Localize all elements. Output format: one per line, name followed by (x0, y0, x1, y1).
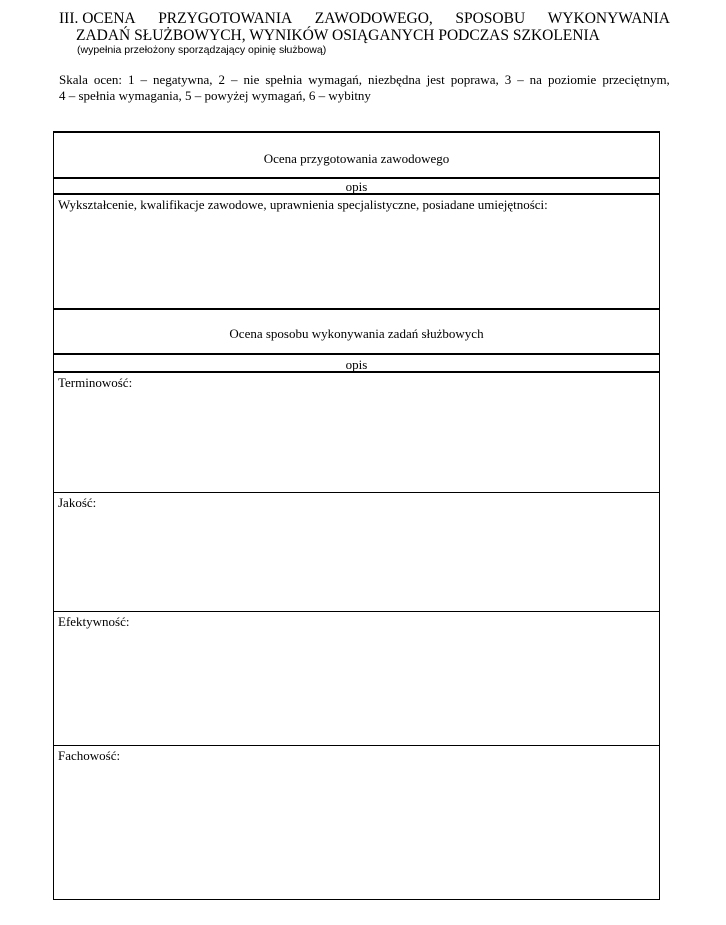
divider (54, 492, 659, 493)
field-timeliness[interactable] (54, 374, 659, 491)
title-word: SPOSOBU (455, 10, 526, 27)
performance-header: Ocena sposobu wykonywania zadań służbowych (229, 326, 484, 341)
scale-word: wymagań, (308, 72, 362, 87)
divider (54, 745, 659, 746)
assessment-form (53, 131, 660, 900)
scale-word: 3 (504, 72, 512, 87)
title-word: ZAWODOWEGO, (314, 10, 433, 27)
scale-word: spełnia (265, 72, 303, 87)
scale-word: 2 (218, 72, 226, 87)
field-expertise[interactable] (54, 747, 659, 897)
field-label: Terminowość: (58, 375, 133, 390)
scale-word: jest (426, 72, 445, 87)
section-note: (wypełnia przełożony sporządzający opinię służbową) (77, 44, 327, 56)
title-word: PRZYGOTOWANIA (158, 10, 293, 27)
field-label: Fachowość: (58, 748, 121, 763)
rating-scale (59, 72, 670, 104)
scale-word: nie (243, 72, 260, 87)
preparation-header: Ocena przygotowania zawodowego (263, 151, 450, 166)
divider (54, 193, 659, 195)
field-label: Jakość: (58, 495, 97, 510)
scale-word: – (140, 72, 147, 87)
rating-scale-line1 (59, 72, 670, 88)
rating-scale-line2: 4 – spełnia wymagania, 5 – powyżej wymagań, 6 – wybitny (59, 88, 371, 103)
title-word: WYKONYWANIA (547, 10, 670, 27)
scale-word: – (517, 72, 524, 87)
scale-word: poziomie (547, 72, 597, 87)
scale-word: ocen: (93, 72, 123, 87)
field-efficiency[interactable] (54, 613, 659, 745)
divider (54, 371, 659, 373)
scale-word: Skala (59, 72, 88, 87)
section-title-line1 (59, 10, 670, 27)
divider (54, 308, 659, 310)
section-title-line2: ZADAŃ SŁUŻBOWYCH, WYNIKÓW OSIĄGANYCH PODCZAS SZKOLENIA (76, 27, 600, 44)
field-qualifications[interactable] (54, 196, 659, 308)
preparation-subheader: opis (345, 179, 368, 194)
scale-word: – (231, 72, 238, 87)
scale-word: niezbędna (367, 72, 421, 87)
scale-word: negatywna, (152, 72, 213, 87)
scale-word: przeciętnym, (602, 72, 670, 87)
field-label: Efektywność: (58, 614, 130, 629)
performance-subheader: opis (345, 357, 368, 372)
divider (54, 611, 659, 612)
divider (54, 353, 659, 355)
section-heading (59, 10, 670, 44)
field-quality[interactable] (54, 494, 659, 611)
title-word: III. OCENA (59, 10, 136, 27)
scale-word: poprawa, (450, 72, 499, 87)
scale-word: na (529, 72, 542, 87)
field-label: Wykształcenie, kwalifikacje zawodowe, uprawnienia specjalistyczne, posiadane umiejętności: (58, 197, 548, 212)
scale-word: 1 (128, 72, 135, 87)
